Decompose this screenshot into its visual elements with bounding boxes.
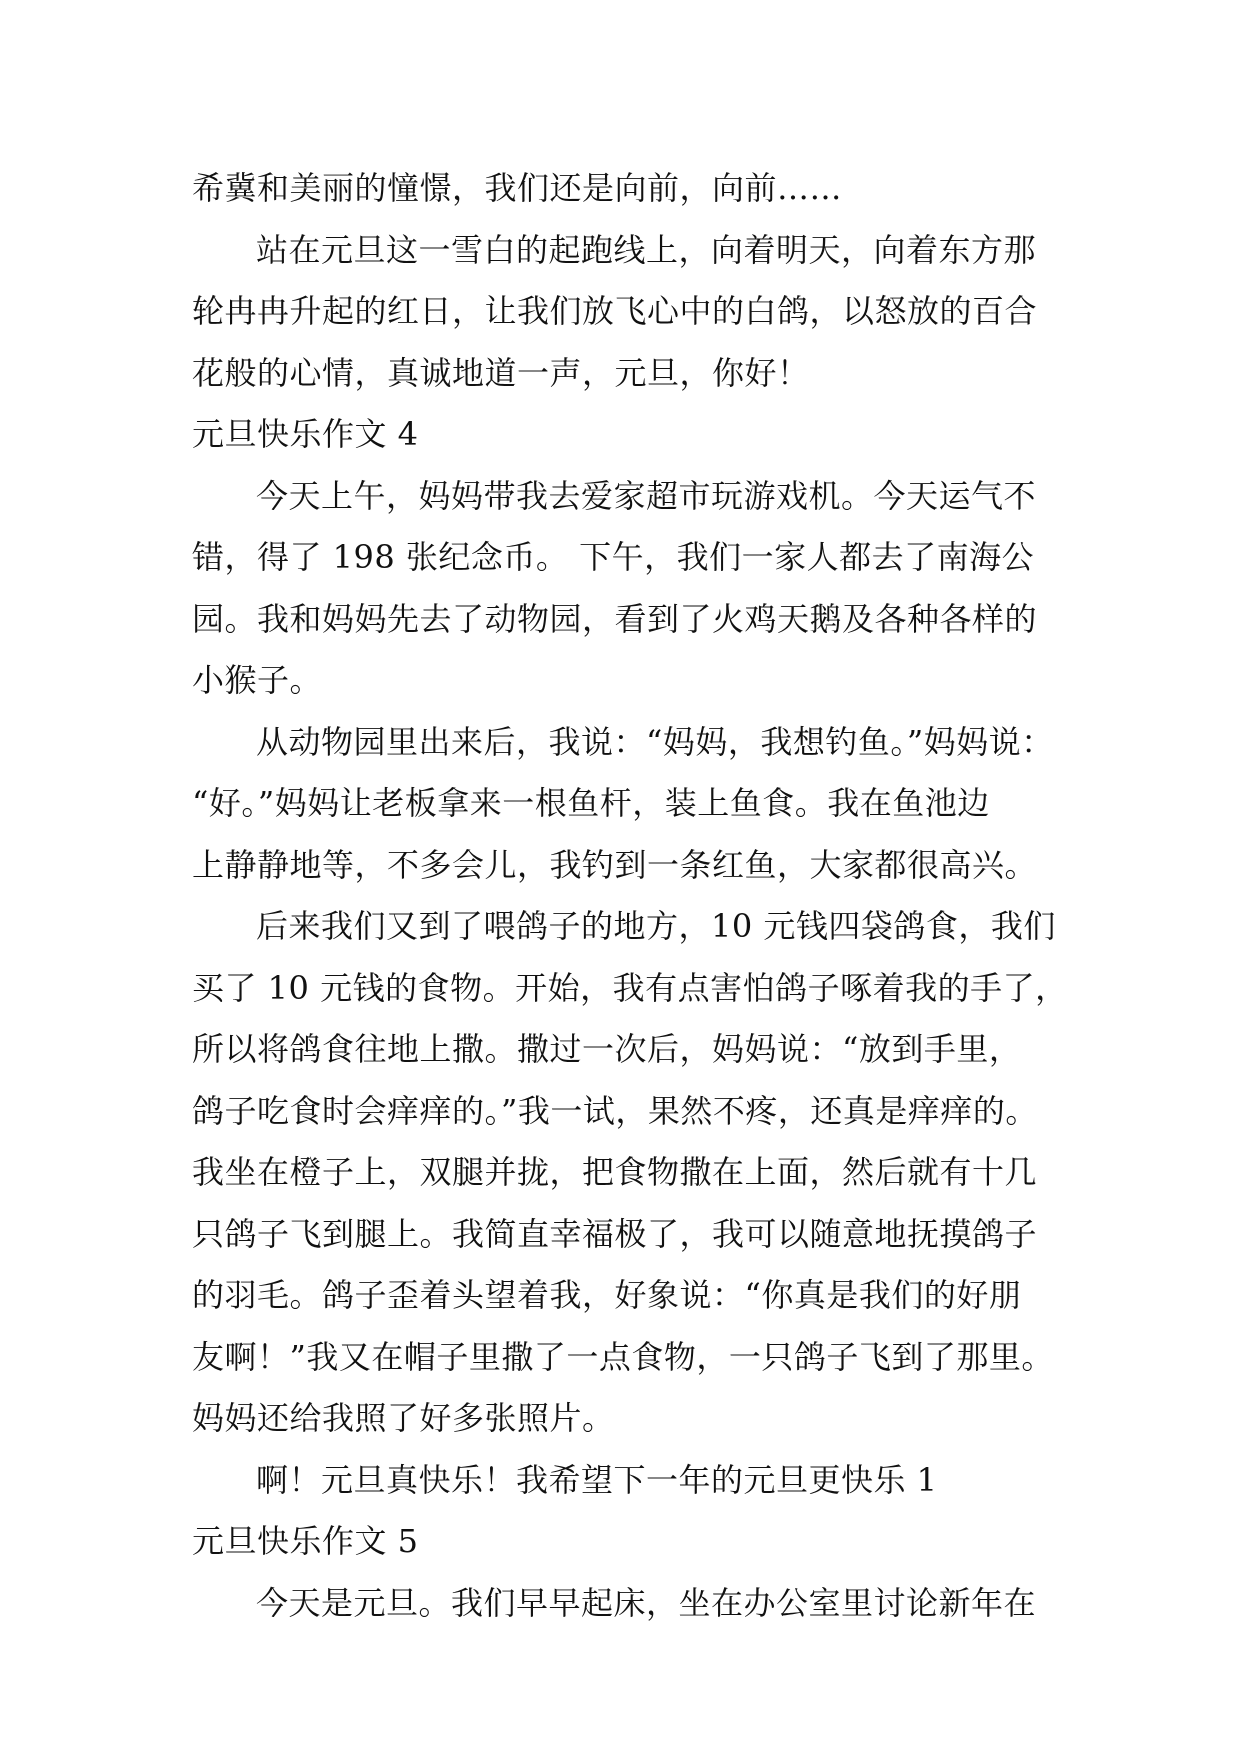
text-line: 上静静地等，不多会儿，我钓到一条红鱼，大家都很高兴。 [192, 845, 1038, 884]
text-line: 妈妈还给我照了好多张照片。 [192, 1399, 615, 1437]
section-heading: 元旦快乐作文 4 [192, 415, 419, 453]
section-heading: 元旦快乐作文 5 [192, 1522, 419, 1560]
text-line: 只鸽子飞到腿上。我简直幸福极了，我可以随意地抚摸鸽子 [192, 1214, 1038, 1253]
text-line: 买了 10 元钱的食物。开始，我有点害怕鸽子啄着我的手了， [192, 968, 1068, 1007]
paragraph-first-line: 从动物园里出来后，我说：“妈妈，我想钓鱼。”妈妈说： [256, 722, 1054, 761]
paragraph-first-line: 今天上午，妈妈带我去爱家超市玩游戏机。今天运气不 [256, 476, 1037, 515]
text-line: 花般的心情，真诚地道一声，元旦，你好！ [192, 353, 810, 392]
text-line: 友啊！”我又在帽子里撒了一点食物，一只鸽子飞到了那里。 [192, 1337, 1054, 1376]
paragraph-first-line: 今天是元旦。我们早早起床，坐在办公室里讨论新年在 [256, 1583, 1037, 1622]
text-line: 轮冉冉升起的红日，让我们放飞心中的白鸽，以怒放的百合 [192, 292, 1038, 330]
paragraph-first-line: 站在元旦这一雪白的起跑线上，向着明天，向着东方那 [256, 230, 1037, 269]
text-line: 园。我和妈妈先去了动物园，看到了火鸡天鹅及各种各样的 [192, 599, 1038, 638]
text-line: 希冀和美丽的憧憬，我们还是向前，向前…… [192, 169, 843, 207]
text-line: 鸽子吃食时会痒痒的。”我一试，果然不疼，还真是痒痒的。 [192, 1091, 1038, 1130]
text-line: 错，得了 198 张纪念币。 下午，我们一家人都去了南海公 [192, 538, 1035, 576]
paragraph-first-line: 后来我们又到了喂鸽子的地方，10 元钱四袋鸽食，我们 [256, 907, 1056, 945]
document-page [192, 158, 1068, 1634]
text-line: 所以将鸽食往地上撒。撒过一次后，妈妈说：“放到手里， [192, 1030, 1022, 1068]
paragraph-first-line: 啊！元旦真快乐！我希望下一年的元旦更快乐 1 [256, 1460, 938, 1499]
text-line: 我坐在橙子上，双腿并拢，把食物撒在上面，然后就有十几 [192, 1153, 1038, 1191]
text-line: 小猴子。 [192, 661, 323, 699]
text-line: 的羽毛。鸽子歪着头望着我，好象说：“你真是我们的好朋 [192, 1276, 1022, 1314]
text-line: “好。”妈妈让老板拿来一根鱼杆，装上鱼食。我在鱼池边 [192, 784, 990, 822]
